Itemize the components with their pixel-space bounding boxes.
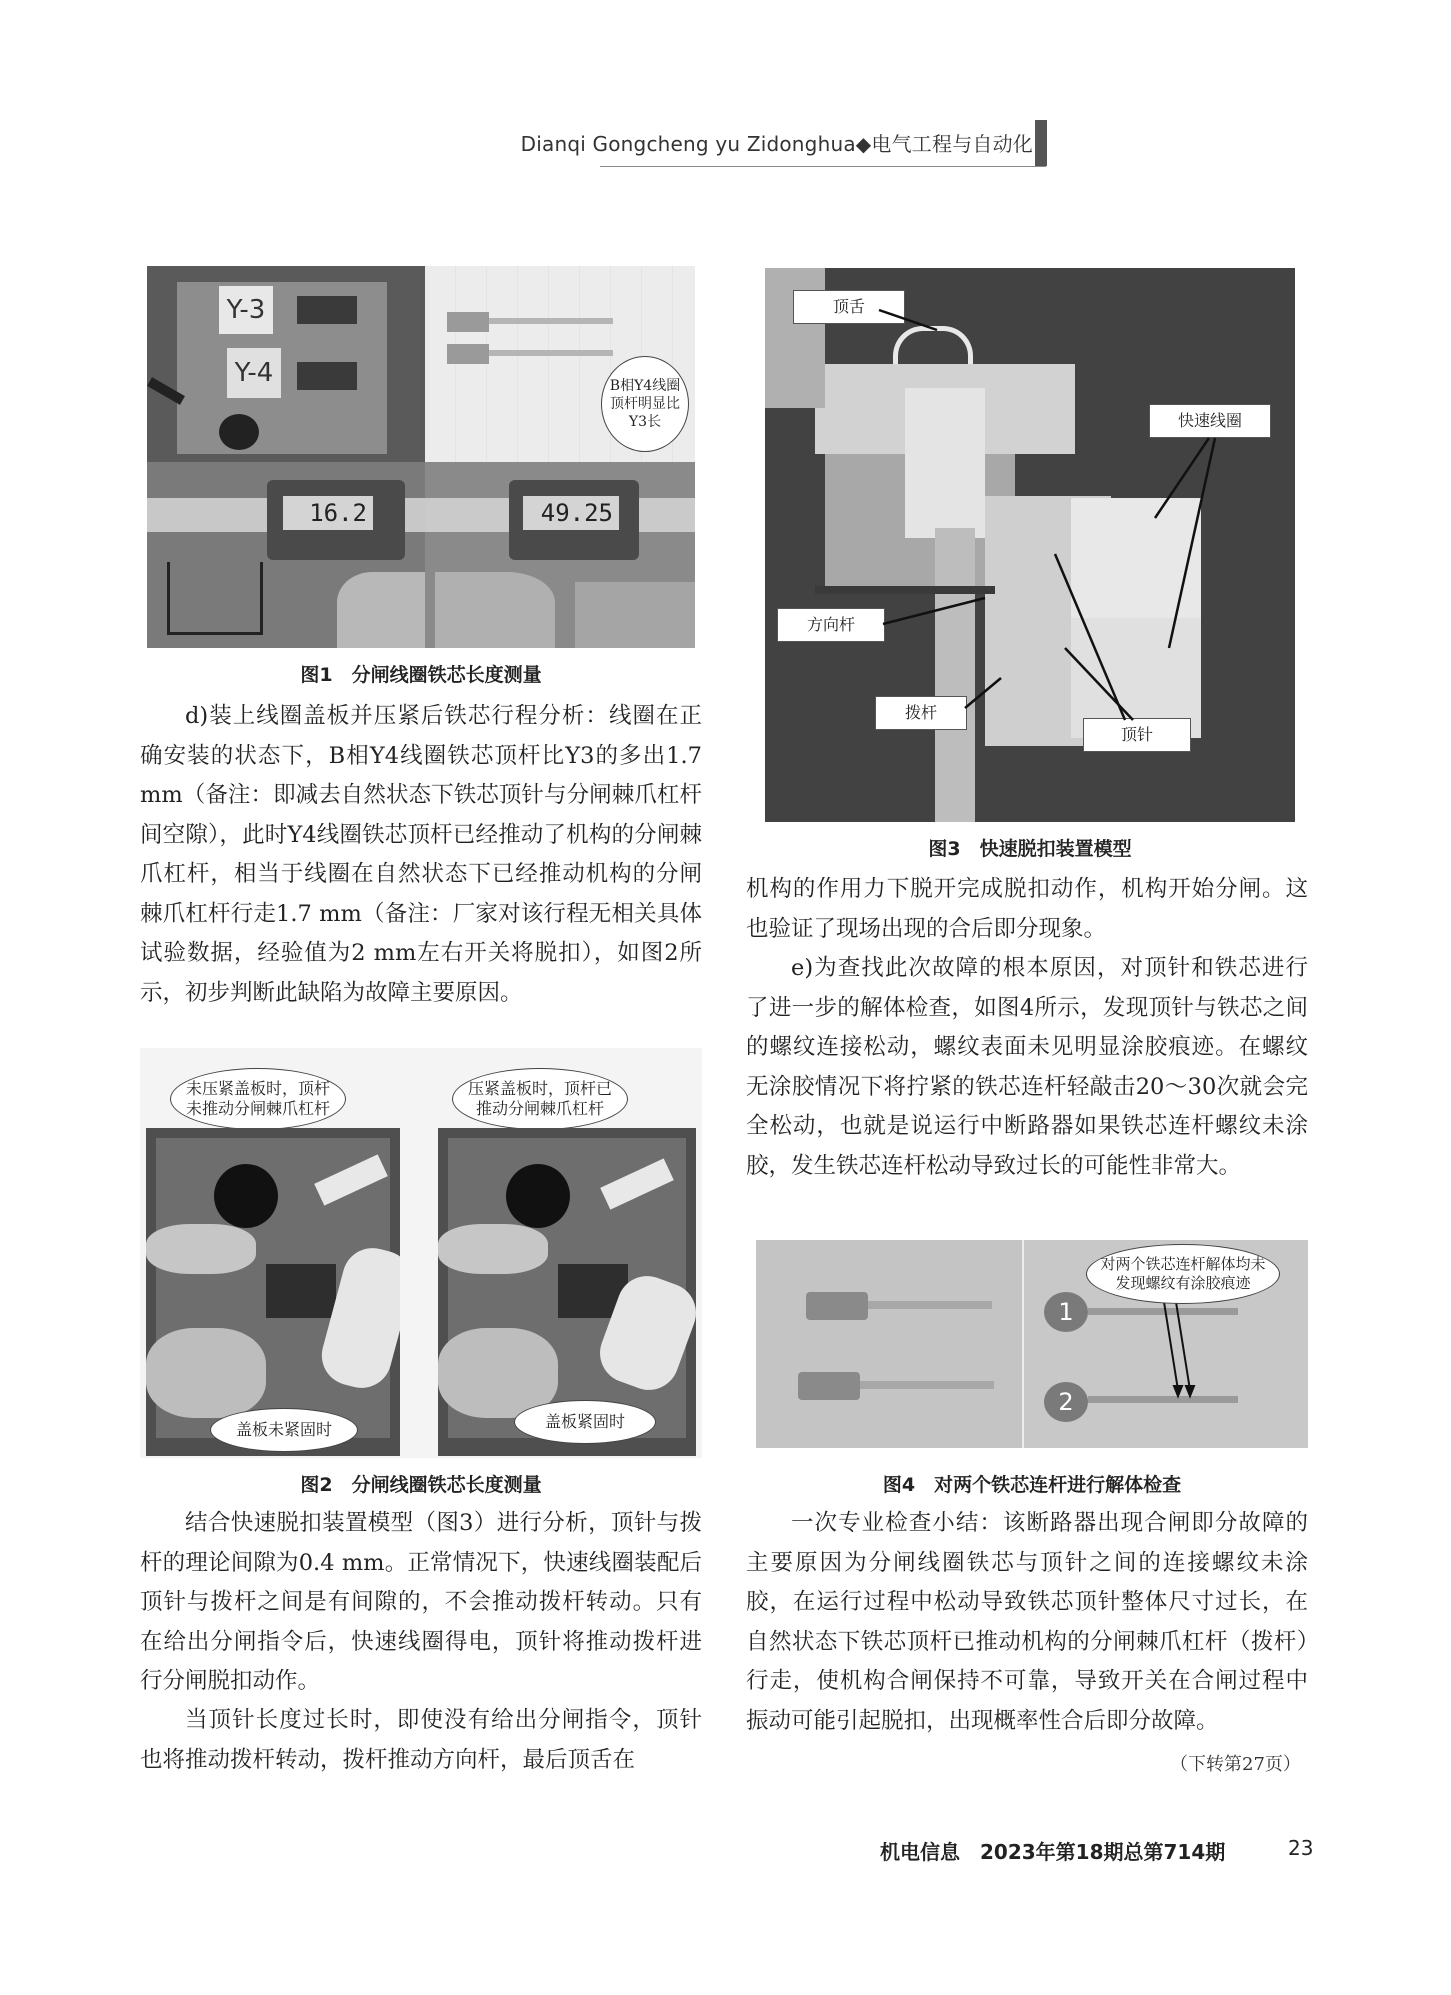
figure-1-photo-caliper-right xyxy=(425,462,695,648)
page-number: 23 xyxy=(1288,1836,1314,1860)
header-rule xyxy=(600,166,1046,167)
figure-2-callout-bottom-left: 盖板未紧固时 xyxy=(210,1408,358,1452)
caliper-right-display: 49.25 xyxy=(523,496,619,530)
figure-1-callout: B相Y4线圈顶杆明显比Y3长 xyxy=(601,356,689,452)
figure-4-caption: 图4 对两个铁芯连杆进行解体检查 xyxy=(882,1474,1182,1496)
figure-3-label-direction-rod: 方向杆 xyxy=(777,608,885,642)
figure-2-photo-left xyxy=(146,1128,400,1456)
figure-3-label-pin: 顶针 xyxy=(1083,718,1191,752)
footer-journal-issue: 机电信息 2023年第18期总第714期 xyxy=(880,1840,1226,1864)
figure-4-photo-left xyxy=(756,1240,1022,1448)
figure-3-label-lever: 拨杆 xyxy=(875,696,967,730)
figure-3-leader-lines xyxy=(765,268,1295,822)
figure-2-callout-top-left: 未压紧盖板时，顶杆未推动分闸棘爪杠杆 xyxy=(170,1068,346,1130)
journal-chinese-name: 电气工程与自动化 xyxy=(871,132,1033,156)
figure-1-photo-rods xyxy=(425,266,695,462)
figure-2-callout-bottom-right: 盖板紧固时 xyxy=(514,1400,656,1444)
right-paragraph-1: 机构的作用力下脱开完成脱扣动作，机构开始分闸。这也验证了现场出现的合后即分现象。 xyxy=(746,876,1308,942)
left-paragraph-3: 当顶针长度过长时，即使没有给出分闸指令，顶针也将推动拨杆转动，拨杆推动方向杆，最后顶舌在 xyxy=(140,1707,702,1773)
label-y4-card: Y-4 xyxy=(227,348,281,398)
figure-1-photo-caliper-left xyxy=(147,462,425,648)
right-paragraph-3: 一次专业检查小结：该断路器出现合闸即分故障的主要原因为分闸线圈铁芯与顶针之间的连接螺纹未涂胶，在运行过程中松动导致铁芯顶针整体尺寸过长，在自然状态下铁芯顶杆已推动机构的分闸棘爪杠杆（拨杆）行走，使机构合闸保持不可靠，导致开关在合闸过程中振动可能引起脱扣，出现概率性合后即分故障。 xyxy=(746,1510,1308,1734)
right-paragraph-2: e)为查找此次故障的根本原因，对顶针和铁芯进行了进一步的解体检查，如图4所示，发现顶针与铁芯之间的螺纹连接松动，螺纹表面未见明显涂胶痕迹。在螺纹无涂胶情况下将拧紧的铁芯连杆轻敲击20～30次就会完全松动，也就是说运行中断路器如果铁芯连杆螺纹未涂胶，发生铁芯连杆松动导致过长的可能性非常大。 xyxy=(746,955,1308,1179)
figure-2-callout-top-right: 压紧盖板时，顶杆已推动分闸棘爪杠杆 xyxy=(452,1068,628,1130)
figure-4-photo-right xyxy=(1024,1240,1308,1448)
left-paragraph-1: d)装上线圈盖板并压紧后铁芯行程分析：线圈在正确安装的状态下，B相Y4线圈铁芯顶杆比Y3的多出1.7 mm（备注：即减去自然状态下铁芯顶针与分闸棘爪杠杆间空隙），此时Y4线圈铁芯顶杆已经推动了机构的分闸棘爪杠杆，相当于线圈在自然状态下已经推动机构的分闸棘爪杠杆行走1.7 mm（备注：厂家对该行程无相关具体试验数据，经验值为2 mm左右开关将脱扣），如图2所示，初步判断此缺陷为故障主要原因。 xyxy=(140,703,702,1006)
running-header xyxy=(521,128,1033,157)
header-bar xyxy=(1035,120,1047,166)
figure-1 xyxy=(147,266,695,648)
figure-4-callout: 对两个铁芯连杆解体均未发现螺纹有涂胶痕迹 xyxy=(1086,1244,1280,1304)
figure-1-photo-coils xyxy=(147,266,425,462)
figure-3-label-fast-coil: 快速线圈 xyxy=(1149,404,1271,438)
journal-pinyin: Dianqi Gongcheng yu Zidonghua xyxy=(520,132,856,156)
diamond-icon: ◆ xyxy=(855,132,872,156)
figure-3-caption: 图3 快速脱扣装置模型 xyxy=(928,838,1132,860)
figure-4 xyxy=(756,1240,1308,1448)
figure-4-marker-2: 2 xyxy=(1044,1382,1088,1422)
figure-1-caption: 图1 分闸线圈铁芯长度测量 xyxy=(300,664,542,686)
caliper-left-display: 16.2 xyxy=(283,496,373,530)
figure-2-caption: 图2 分闸线圈铁芯长度测量 xyxy=(300,1474,542,1496)
figure-3 xyxy=(765,268,1295,822)
label-y3-card: Y-3 xyxy=(219,286,273,334)
figure-4-marker-1: 1 xyxy=(1044,1292,1088,1332)
left-paragraph-2: 结合快速脱扣装置模型（图3）进行分析，顶针与拨杆的理论间隙为0.4 mm。正常情况下，快速线圈装配后顶针与拨杆之间是有间隙的，不会推动拨杆转动。只有在给出分闸指令后，快速线圈得电，顶针将推动拨杆进行分闸脱扣动作。 xyxy=(140,1510,702,1694)
figure-2 xyxy=(140,1048,702,1458)
continuation-note: （下转第27页） xyxy=(1170,1754,1301,1775)
figure-3-label-top-tongue: 顶舌 xyxy=(793,290,905,324)
